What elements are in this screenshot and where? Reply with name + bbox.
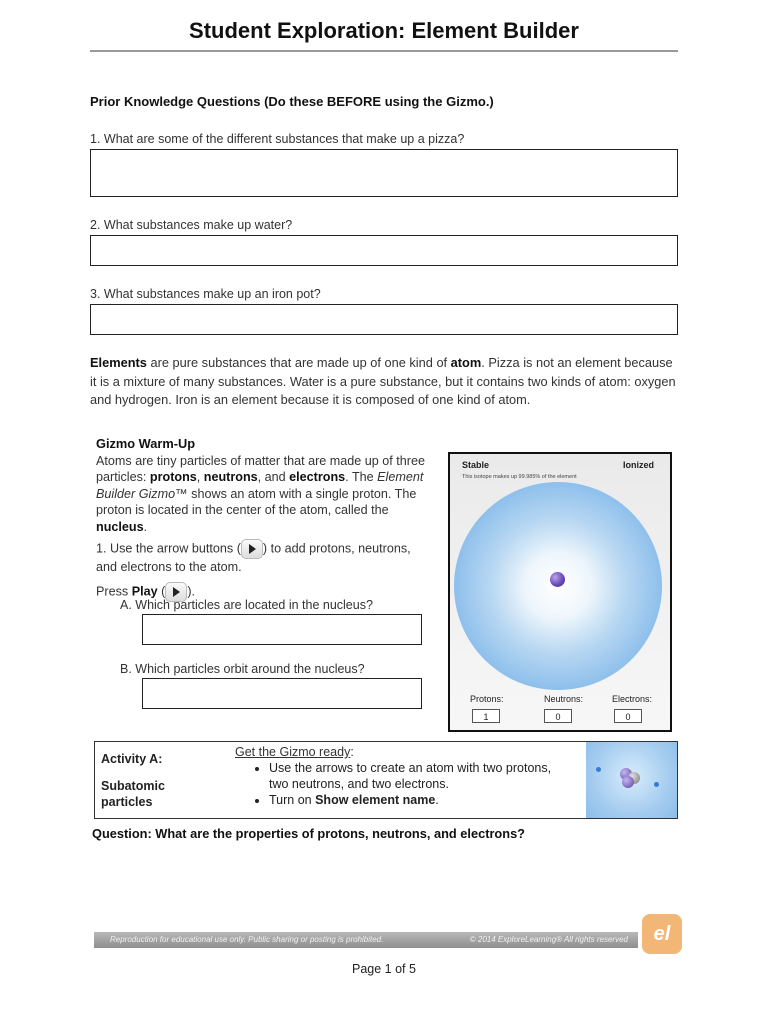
activity-label-cell [95, 742, 224, 818]
step1-text-b: ) to add protons, neutrons, and electrons to the atom. [96, 541, 411, 574]
activity-subtitle: Subatomic particles [101, 779, 165, 809]
answer-box-a[interactable] [142, 614, 422, 645]
warmup-text-3: shows an atom with a single proton. The proton is located in the center of the atom, called the [96, 486, 417, 517]
activity-bullets [223, 760, 569, 808]
play-close-paren: ). [187, 583, 196, 598]
protons-field: 1 [472, 709, 500, 723]
isotope-note: This isotope makes up 99.985% of the element [462, 474, 577, 480]
warmup-text-2: . The [345, 470, 378, 484]
explorelearning-logo: el [642, 914, 682, 954]
question-3: 3. What substances make up an iron pot? [90, 287, 321, 301]
title-divider [90, 50, 678, 52]
page-number: Page 1 of 5 [352, 962, 416, 976]
answer-box-b[interactable] [142, 678, 422, 709]
neutrons-field: 0 [544, 709, 572, 723]
term-atom: atom [450, 355, 482, 370]
bullet2-period: . [435, 793, 439, 807]
warmup-period: . [143, 519, 148, 534]
play-term: Play [131, 583, 158, 598]
question-2: 2. What substances make up water? [90, 218, 293, 232]
activity-atom-image [586, 742, 677, 818]
bullet-show-name [269, 792, 569, 808]
get-ready-heading: Get the Gizmo ready [235, 745, 351, 759]
get-ready-line [235, 745, 354, 759]
neutrons-label: Neutrons: [544, 694, 584, 704]
term-neutrons: neutrons [203, 470, 258, 484]
warmup-comma: , [196, 470, 204, 484]
prior-knowledge-heading: Prior Knowledge Questions (Do these BEFORE using the Gizmo.) [90, 94, 494, 109]
gizmo-name: Element Builder Gizmo™ [96, 470, 424, 501]
show-element-name-term: Show element name [315, 793, 436, 807]
para-text-1: are pure substances that are made up of one kind of [146, 355, 451, 370]
arrow-button-icon [241, 539, 263, 559]
answer-box-1[interactable] [90, 149, 678, 197]
answer-box-3[interactable] [90, 304, 678, 335]
warmup-heading: Gizmo Warm-Up [96, 436, 196, 451]
term-elements: Elements [90, 355, 147, 370]
footer-bar [94, 932, 638, 948]
activity-a-table [94, 741, 678, 819]
activity-question: Question: What are the properties of protons, neutrons, and electrons? [92, 826, 526, 841]
warmup-intro [96, 453, 426, 536]
elements-paragraph [90, 354, 680, 410]
gizmo-warmup-section [96, 436, 426, 602]
electrons-field: 0 [614, 709, 642, 723]
footer-reproduction-note: Reproduction for educational use only. Public sharing or posting is prohibited. [110, 935, 384, 944]
stable-label: Stable [462, 460, 490, 470]
answer-box-2[interactable] [90, 235, 678, 266]
activity-label: Activity A: [101, 752, 163, 766]
electron-particle-1 [596, 767, 601, 772]
nucleus-particle-3 [622, 776, 634, 788]
step1-text-a: 1. Use the arrow buttons ( [96, 541, 241, 556]
electrons-label: Electrons: [612, 694, 653, 704]
term-nucleus: nucleus [96, 519, 144, 534]
term-protons: protons [149, 470, 197, 484]
ionized-label: Ionized [623, 460, 654, 470]
play-open-paren: ( [157, 583, 166, 598]
proton-particle [550, 572, 565, 587]
bullet2-text-a: Turn on [269, 793, 316, 807]
term-electrons: electrons [289, 470, 346, 484]
warmup-step-1 [96, 539, 426, 576]
get-ready-colon: : [350, 745, 354, 759]
question-1: 1. What are some of the different substances that make up a pizza? [90, 132, 465, 146]
electron-particle-2 [654, 782, 659, 787]
page-title: Student Exploration: Element Builder [189, 18, 579, 43]
activity-instructions-cell [223, 742, 585, 818]
press-text: Press [96, 583, 132, 598]
protons-label: Protons: [470, 694, 504, 704]
warmup-text-1: Atoms are tiny particles of matter that are made up of three particles: [96, 453, 425, 484]
para-text-2: . Pizza is not an element because it is a mixture of many substances. Water is a pure substance, but it contains two kinds of atom: oxygen and hydrogen. Iron is an element because it is composed of one kind of atom. [90, 355, 676, 407]
bullet-create-atom: • Use the arrows to create an atom with two protons, two neutrons, and two electrons. [269, 760, 569, 792]
footer-copyright: © 2014 ExploreLearning® All rights reserved [469, 935, 628, 944]
warmup-and: , and [257, 470, 290, 484]
question-a: A. Which particles are located in the nucleus? [120, 598, 373, 612]
question-b: B. Which particles orbit around the nucleus? [120, 662, 365, 676]
gizmo-screenshot [448, 452, 672, 732]
